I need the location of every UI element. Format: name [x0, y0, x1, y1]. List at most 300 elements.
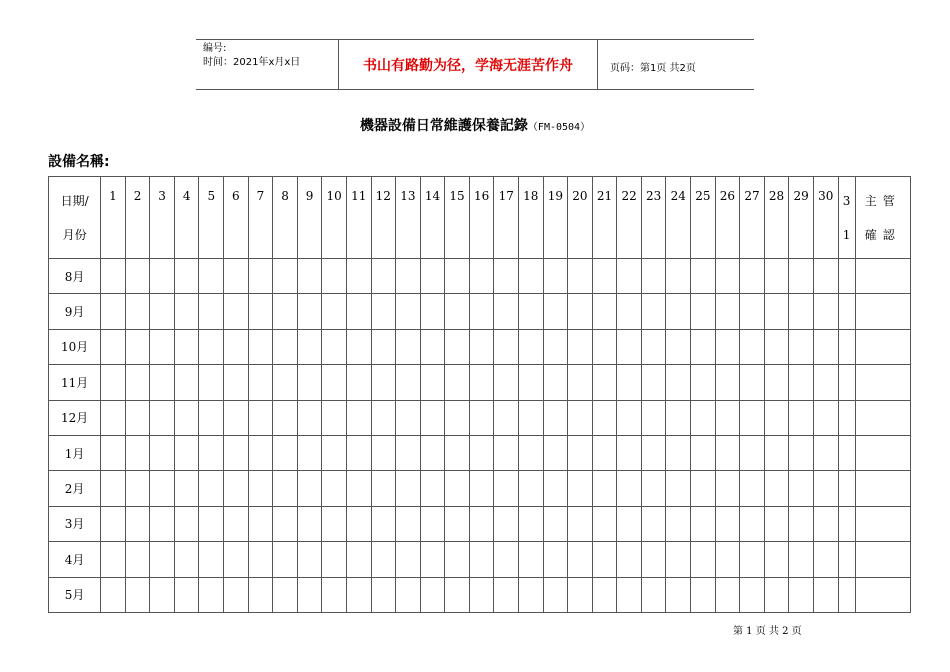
record-cell [248, 294, 273, 329]
record-cell [174, 577, 199, 612]
record-cell [494, 259, 519, 294]
record-cell [248, 471, 273, 506]
record-cell [691, 400, 716, 435]
record-cell [371, 400, 396, 435]
record-cell [371, 506, 396, 541]
record-cell [273, 542, 298, 577]
record-cell [346, 400, 371, 435]
record-cell [346, 577, 371, 612]
record-cell [494, 435, 519, 470]
record-cell [445, 506, 470, 541]
day31-line2: 1 [842, 227, 851, 242]
record-cell [101, 506, 126, 541]
record-cell [224, 471, 249, 506]
record-cell [396, 294, 421, 329]
record-cell [273, 435, 298, 470]
record-cell [371, 471, 396, 506]
record-cell [494, 471, 519, 506]
supervisor-confirm-header [855, 177, 910, 259]
record-cell [592, 435, 617, 470]
month-label: 11月 [49, 365, 101, 400]
record-cell [125, 577, 150, 612]
record-cell [469, 506, 494, 541]
record-cell [248, 577, 273, 612]
month-label: 10月 [49, 329, 101, 364]
record-cell [273, 577, 298, 612]
record-cell [789, 471, 814, 506]
record-cell [101, 329, 126, 364]
record-cell [519, 435, 544, 470]
number-label: 编号: [203, 43, 227, 54]
record-cell [396, 542, 421, 577]
table-row [49, 506, 911, 541]
record-cell [666, 506, 691, 541]
record-cell [715, 577, 740, 612]
record-cell [764, 542, 789, 577]
record-cell [199, 471, 224, 506]
record-cell [592, 471, 617, 506]
day-header-20: 20 [568, 177, 593, 259]
record-cell [199, 577, 224, 612]
day-header-7: 7 [248, 177, 273, 259]
document-header [196, 39, 754, 90]
record-cell [617, 400, 642, 435]
record-cell [346, 506, 371, 541]
record-cell [838, 259, 855, 294]
record-cell [543, 400, 568, 435]
record-cell [592, 542, 617, 577]
record-cell [174, 471, 199, 506]
record-cell [199, 435, 224, 470]
record-cell [592, 577, 617, 612]
record-cell [764, 294, 789, 329]
record-cell [125, 471, 150, 506]
day-header-24: 24 [666, 177, 691, 259]
record-cell [789, 400, 814, 435]
record-cell [224, 294, 249, 329]
record-cell [617, 577, 642, 612]
record-cell [125, 259, 150, 294]
record-cell [813, 577, 838, 612]
record-cell [420, 471, 445, 506]
record-cell [519, 506, 544, 541]
record-cell [248, 506, 273, 541]
record-cell [469, 577, 494, 612]
record-cell [789, 259, 814, 294]
record-cell [617, 365, 642, 400]
record-cell [813, 329, 838, 364]
record-cell [371, 435, 396, 470]
record-cell [469, 294, 494, 329]
record-cell [691, 294, 716, 329]
maintenance-record-table [48, 176, 911, 613]
day-header-13: 13 [396, 177, 421, 259]
record-cell [322, 577, 347, 612]
record-cell [199, 400, 224, 435]
record-cell [469, 471, 494, 506]
record-cell [445, 471, 470, 506]
record-cell [568, 365, 593, 400]
record-cell [420, 329, 445, 364]
day-header-23: 23 [641, 177, 666, 259]
confirm-cell [855, 435, 910, 470]
record-cell [568, 542, 593, 577]
month-label: 3月 [49, 506, 101, 541]
record-cell [322, 542, 347, 577]
record-cell [174, 365, 199, 400]
record-cell [297, 435, 322, 470]
equipment-name-label: 設備名稱: [48, 154, 110, 170]
record-cell [592, 259, 617, 294]
record-cell [543, 365, 568, 400]
confirm-cell [855, 471, 910, 506]
record-cell [371, 577, 396, 612]
record-cell [199, 542, 224, 577]
table-row [49, 365, 911, 400]
record-cell [617, 506, 642, 541]
record-cell [519, 259, 544, 294]
record-cell [617, 471, 642, 506]
record-cell [445, 435, 470, 470]
record-cell [297, 400, 322, 435]
record-cell [568, 471, 593, 506]
record-cell [445, 329, 470, 364]
month-label: 4月 [49, 542, 101, 577]
record-cell [691, 577, 716, 612]
sign-line1: 主管 [864, 193, 901, 208]
record-cell [543, 259, 568, 294]
record-cell [764, 435, 789, 470]
confirm-cell [855, 400, 910, 435]
record-cell [813, 506, 838, 541]
record-cell [617, 294, 642, 329]
page-info: 页码：第1页 共2页 [610, 63, 696, 74]
record-cell [519, 577, 544, 612]
record-cell [715, 329, 740, 364]
record-cell [519, 542, 544, 577]
record-cell [101, 542, 126, 577]
day-header-17: 17 [494, 177, 519, 259]
record-cell [224, 259, 249, 294]
record-cell [519, 400, 544, 435]
record-cell [813, 471, 838, 506]
table-row [49, 471, 911, 506]
day-header-18: 18 [519, 177, 544, 259]
record-cell [469, 435, 494, 470]
record-cell [174, 294, 199, 329]
record-cell [224, 577, 249, 612]
record-cell [125, 542, 150, 577]
day-header-31 [838, 177, 855, 259]
record-cell [740, 577, 765, 612]
record-cell [740, 400, 765, 435]
record-cell [494, 294, 519, 329]
record-cell [789, 577, 814, 612]
table-header-row [49, 177, 911, 259]
record-cell [150, 294, 175, 329]
record-cell [396, 259, 421, 294]
record-cell [273, 400, 298, 435]
record-cell [224, 365, 249, 400]
record-cell [568, 506, 593, 541]
record-cell [838, 435, 855, 470]
record-cell [740, 329, 765, 364]
record-cell [125, 400, 150, 435]
record-cell [248, 435, 273, 470]
record-cell [813, 294, 838, 329]
record-cell [715, 435, 740, 470]
record-cell [568, 329, 593, 364]
record-cell [469, 329, 494, 364]
record-cell [346, 259, 371, 294]
record-cell [322, 365, 347, 400]
record-cell [150, 259, 175, 294]
day-header-4: 4 [174, 177, 199, 259]
record-cell [273, 259, 298, 294]
record-cell [396, 365, 421, 400]
record-cell [740, 365, 765, 400]
record-cell [764, 577, 789, 612]
page-number: 第 1 页 共 2 页 [733, 626, 802, 637]
record-cell [101, 471, 126, 506]
day-header-25: 25 [691, 177, 716, 259]
record-cell [543, 435, 568, 470]
record-cell [297, 506, 322, 541]
record-cell [715, 506, 740, 541]
record-cell [666, 259, 691, 294]
record-cell [224, 435, 249, 470]
record-cell [420, 542, 445, 577]
record-cell [224, 506, 249, 541]
record-cell [297, 259, 322, 294]
sign-line2: 確認 [864, 227, 901, 242]
record-cell [641, 506, 666, 541]
table-row [49, 400, 911, 435]
record-cell [199, 259, 224, 294]
header-meta [203, 42, 300, 70]
record-cell [494, 577, 519, 612]
day-header-21: 21 [592, 177, 617, 259]
record-cell [740, 259, 765, 294]
month-label: 5月 [49, 577, 101, 612]
record-cell [371, 259, 396, 294]
record-cell [641, 400, 666, 435]
day-header-3: 3 [150, 177, 175, 259]
record-cell [101, 365, 126, 400]
record-cell [150, 400, 175, 435]
record-cell [445, 294, 470, 329]
record-cell [346, 365, 371, 400]
record-cell [592, 506, 617, 541]
record-cell [813, 400, 838, 435]
record-cell [199, 365, 224, 400]
record-cell [568, 400, 593, 435]
record-cell [420, 259, 445, 294]
day-header-2: 2 [125, 177, 150, 259]
record-cell [641, 542, 666, 577]
record-cell [273, 294, 298, 329]
record-cell [248, 542, 273, 577]
record-cell [666, 435, 691, 470]
record-cell [494, 506, 519, 541]
record-cell [740, 435, 765, 470]
month-label: 8月 [49, 259, 101, 294]
record-cell [371, 329, 396, 364]
record-cell [150, 435, 175, 470]
record-cell [224, 542, 249, 577]
record-cell [740, 542, 765, 577]
day-header-6: 6 [224, 177, 249, 259]
record-cell [838, 294, 855, 329]
record-cell [445, 577, 470, 612]
record-cell [691, 542, 716, 577]
record-cell [764, 471, 789, 506]
record-cell [568, 577, 593, 612]
record-cell [420, 294, 445, 329]
record-cell [838, 542, 855, 577]
record-cell [666, 329, 691, 364]
record-cell [150, 365, 175, 400]
record-cell [740, 471, 765, 506]
day-header-11: 11 [346, 177, 371, 259]
month-label: 2月 [49, 471, 101, 506]
record-cell [224, 400, 249, 435]
record-cell [691, 365, 716, 400]
record-cell [101, 400, 126, 435]
record-cell [371, 365, 396, 400]
record-cell [641, 365, 666, 400]
record-cell [420, 577, 445, 612]
record-cell [125, 329, 150, 364]
record-cell [469, 542, 494, 577]
record-cell [838, 577, 855, 612]
day-header-19: 19 [543, 177, 568, 259]
record-cell [101, 577, 126, 612]
record-cell [469, 400, 494, 435]
record-cell [789, 542, 814, 577]
record-cell [248, 365, 273, 400]
record-cell [691, 259, 716, 294]
record-cell [715, 542, 740, 577]
date-month-header [49, 177, 101, 259]
record-cell [715, 294, 740, 329]
confirm-cell [855, 506, 910, 541]
record-cell [199, 329, 224, 364]
record-cell [150, 542, 175, 577]
record-cell [469, 365, 494, 400]
record-cell [396, 577, 421, 612]
record-cell [445, 365, 470, 400]
month-label: 9月 [49, 294, 101, 329]
record-cell [715, 400, 740, 435]
time-label: 时间：2021年x月x日 [203, 57, 301, 68]
record-cell [641, 435, 666, 470]
record-cell [125, 294, 150, 329]
day-header-12: 12 [371, 177, 396, 259]
record-cell [322, 329, 347, 364]
day-header-10: 10 [322, 177, 347, 259]
record-cell [519, 294, 544, 329]
record-cell [346, 435, 371, 470]
day-header-26: 26 [715, 177, 740, 259]
day-header-27: 27 [740, 177, 765, 259]
record-cell [297, 329, 322, 364]
record-cell [248, 259, 273, 294]
record-cell [789, 294, 814, 329]
record-cell [248, 400, 273, 435]
record-cell [494, 329, 519, 364]
record-cell [199, 294, 224, 329]
record-cell [150, 471, 175, 506]
record-cell [666, 577, 691, 612]
record-cell [838, 365, 855, 400]
record-cell [346, 294, 371, 329]
record-cell [813, 259, 838, 294]
record-cell [445, 259, 470, 294]
table-row [49, 542, 911, 577]
record-cell [396, 329, 421, 364]
record-cell [666, 365, 691, 400]
record-cell [568, 259, 593, 294]
record-cell [199, 506, 224, 541]
record-cell [371, 294, 396, 329]
record-cell [838, 471, 855, 506]
record-cell [101, 259, 126, 294]
record-cell [543, 542, 568, 577]
record-cell [789, 365, 814, 400]
record-cell [396, 435, 421, 470]
record-cell [322, 506, 347, 541]
confirm-cell [855, 542, 910, 577]
record-cell [641, 471, 666, 506]
record-cell [641, 577, 666, 612]
record-cell [396, 400, 421, 435]
record-cell [666, 294, 691, 329]
record-cell [297, 542, 322, 577]
record-cell [322, 435, 347, 470]
record-cell [371, 542, 396, 577]
record-cell [174, 329, 199, 364]
record-cell [322, 259, 347, 294]
day-header-16: 16 [469, 177, 494, 259]
day-header-5: 5 [199, 177, 224, 259]
record-cell [519, 365, 544, 400]
record-cell [322, 471, 347, 506]
record-cell [174, 259, 199, 294]
record-cell [519, 329, 544, 364]
record-cell [838, 329, 855, 364]
record-cell [691, 329, 716, 364]
record-cell [617, 435, 642, 470]
day31-line1: 3 [842, 193, 851, 208]
day-header-1: 1 [101, 177, 126, 259]
record-cell [740, 506, 765, 541]
record-cell [396, 506, 421, 541]
confirm-cell [855, 365, 910, 400]
record-cell [691, 506, 716, 541]
table-row [49, 259, 911, 294]
record-cell [666, 400, 691, 435]
record-cell [420, 365, 445, 400]
record-cell [568, 435, 593, 470]
confirm-cell [855, 577, 910, 612]
record-cell [813, 435, 838, 470]
record-cell [641, 259, 666, 294]
record-cell [248, 329, 273, 364]
record-cell [764, 400, 789, 435]
record-cell [273, 471, 298, 506]
record-cell [764, 329, 789, 364]
